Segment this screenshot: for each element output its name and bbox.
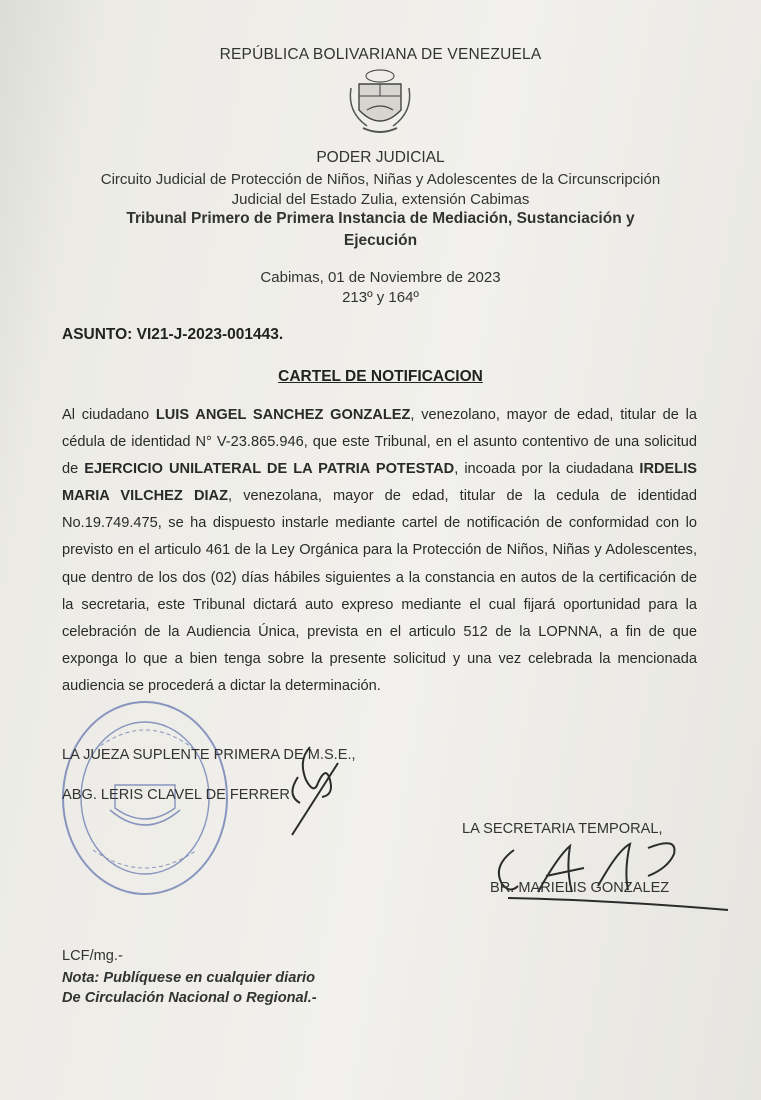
- tribunal-line-1: Tribunal Primero de Primera Instancia de Mediación, Sustanciación y: [126, 210, 635, 227]
- publication-note: [62, 968, 317, 1008]
- notified-person-name: LUIS ANGEL SANCHEZ GONZALEZ: [155, 407, 411, 423]
- circuit-line-1: Circuito Judicial de Protección de Niños, Niñas y Adolescentes de la Circunscripción: [100, 171, 661, 188]
- body-text-4: , venezolana, mayor de edad, titular de la cedula de identidad No.19.749.475, se ha dispuesto instarle mediante cartel de notificación de conformidad con lo previsto en el articulo 461 de la Ley Orgánica para la Protección de Niños, Niñas y Adolescentes, que dentro de los dos (02) días hábiles siguientes a la constancia en autos de la certificación de la secretaria, este Tribunal dictará auto expreso mediante el cual fijará oportunidad para la celebración de la Audiencia Única, prevista en el articulo 512 de la LOPNNA, a fin de que exponga lo que a bien tenga sobre la presente solicitud y una vez celebrada la mencionada audiencia se procederá a dictar la determinación.: [62, 488, 698, 694]
- secretary-name: BR. MARIELIS GONZALEZ: [490, 880, 670, 896]
- body-text-3: , incoada por la ciudadana: [454, 461, 640, 478]
- notification-body: [62, 402, 697, 700]
- date-block: [0, 268, 761, 308]
- place-date: Cabimas, 01 de Noviembre de 2023: [260, 269, 501, 286]
- body-text-2: , venezolano, mayor de edad, titular de la cédula de identidad N° V-23.865.946, que este Tribunal, en el asunto contentivo de una solicitud de: [62, 407, 697, 478]
- case-type: EJERCICIO UNILATERAL DE LA PATRIA POTESTAD: [84, 461, 455, 478]
- petitioner-name: IRDELIS MARIA VILCHEZ DIAZ: [62, 461, 697, 505]
- judge-name: ABG. LERIS CLAVEL DE FERRER: [62, 787, 290, 803]
- patriotic-years: 213º y 164º: [342, 289, 419, 306]
- initials: LCF/mg.-: [62, 948, 123, 964]
- country-heading: REPÚBLICA BOLIVARIANA DE VENEZUELA: [219, 46, 542, 63]
- secretary-signature-icon: [488, 836, 738, 916]
- institution-heading: PODER JUDICIAL: [316, 149, 445, 166]
- secretary-title: LA SECRETARIA TEMPORAL,: [462, 821, 663, 837]
- tribunal-line-2: Ejecución: [343, 232, 418, 249]
- judge-signature-icon: [278, 725, 358, 840]
- case-number: ASUNTO: VI21-J-2023-001443.: [62, 326, 284, 343]
- document-title: [0, 368, 761, 386]
- note-line-1: Nota: Publíquese en cualquier diario: [62, 970, 316, 986]
- circuit-heading: [0, 170, 761, 210]
- document-title-text: CARTEL DE NOTIFICACION: [278, 368, 483, 385]
- coat-of-arms-icon: [345, 66, 415, 138]
- judge-title: LA JUEZA SUPLENTE PRIMERA DE M.S.E.,: [62, 747, 356, 763]
- circuit-line-2: Judicial del Estado Zulia, extensión Cabimas: [231, 191, 530, 208]
- note-line-2: De Circulación Nacional o Regional.-: [62, 990, 317, 1006]
- tribunal-heading: [0, 208, 761, 252]
- body-text-1: Al ciudadano: [62, 407, 156, 423]
